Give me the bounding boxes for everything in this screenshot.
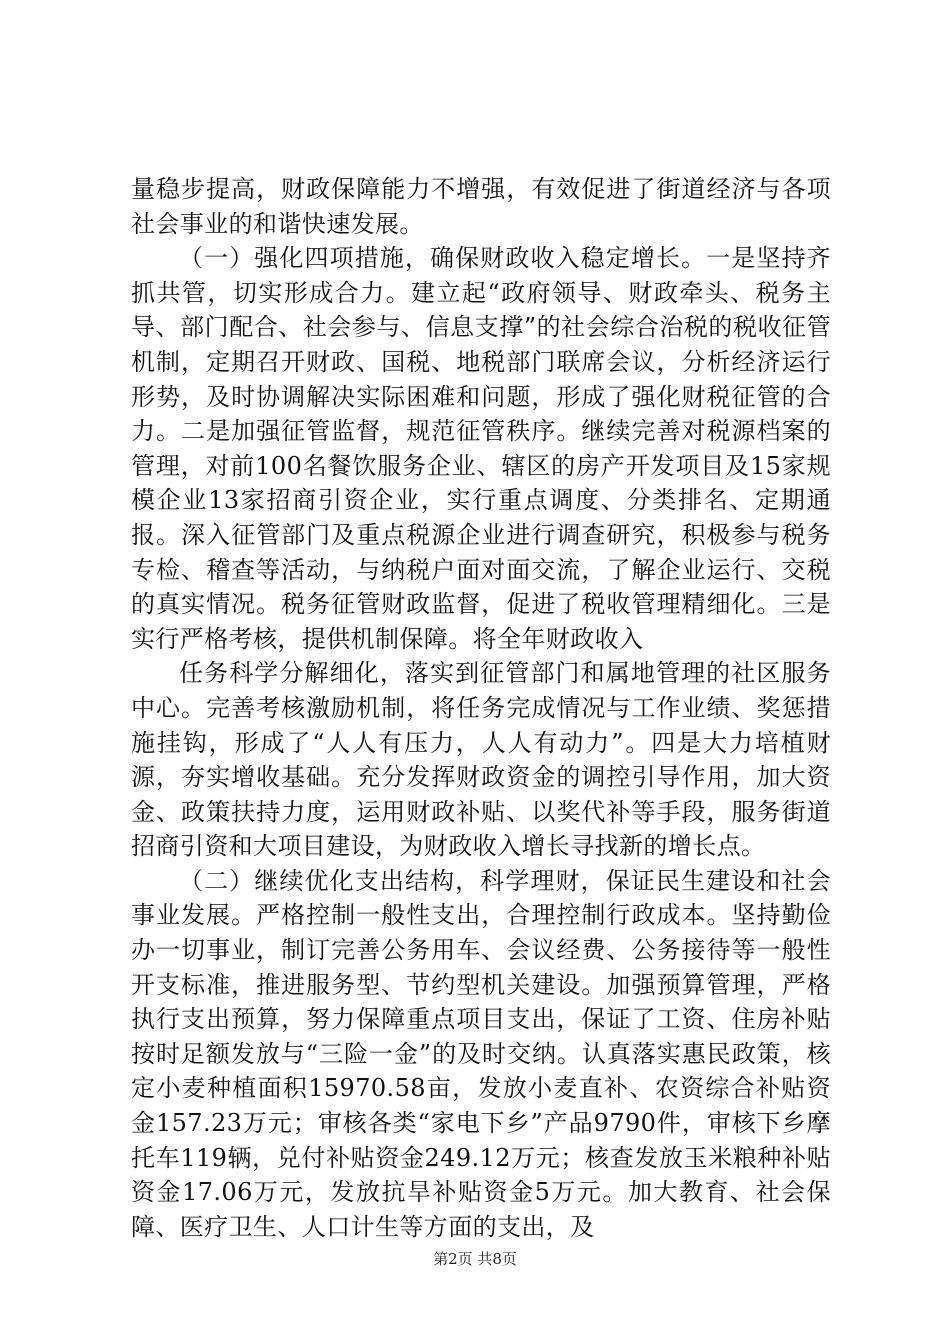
- paragraph-4: （二）继续优化支出结构，科学理财，保证民生建设和社会事业发展。严格控制一般性支出，合理控制行政成本。坚持勤俭办一切事业，制订完善公务用车、会议经费、公务接待等一般性开支标准，推进服务型、节约型机关建设。加强预算管理，严格执行支出预算，努力保障重点项目支出，保证了工资、住房补贴按时足额发放与“三险一金”的及时交纳。认真落实惠民政策，核定小麦种植面积15970.58亩，发放小麦直补、农资综合补贴资金157.23万元；审核各类“家电下乡”产品9790件，审核下乡摩托车119辆，兑付补贴资金249.12万元；核查发放玉米粮种补贴资金17.06万元，发放抗旱补贴资金5万元。加大教育、社会保障、医疗卫生、人口计生等方面的支出，及: [131, 866, 831, 1241]
- paragraph-2: （一）强化四项措施，确保财政收入稳定增长。一是坚持齐抓共管，切实形成合力。建立起“政府领导、财政牵头、税务主导、部门配合、社会参与、信息支撑”的社会综合治税的税收征管机制，定期召开财政、国税、地税部门联席会议，分析经济运行形势，及时协调解决实际困难和问题，形成了强化财税征管的合力。二是加强征管监督，规范征管秩序。继续完善对税源档案的管理，对前100名餐饮服务企业、辖区的房产开发项目及15家规模企业13家招商引资企业，实行重点调度、分类排名、定期通报。深入征管部门及重点税源企业进行调查研究，积极参与税务专检、稽查等活动，与纳税户面对面交流，了解企业运行、交税的真实情况。税务征管财政监督，促进了税收管理精细化。三是实行严格考核，提供机制保障。将全年财政收入: [131, 244, 831, 653]
- document-body: [131, 172, 831, 1244]
- page-number-footer: 第2页 共8页: [433, 1250, 517, 1268]
- paragraph-3: 任务科学分解细化，落实到征管部门和属地管理的社区服务中心。完善考核激励机制，将任务完成情况与工作业绩、奖惩措施挂钩，形成了“人人有压力，人人有动力”。四是大力培植财源，夯实增收基础。充分发挥财政资金的调控引导作用，加大资金、政策扶持力度，运用财政补贴、以奖代补等手段，服务街道招商引资和大项目建设，为财政收入增长寻找新的增长点。: [131, 659, 831, 861]
- paragraph-1: 量稳步提高，财政保障能力不增强，有效促进了街道经济与各项社会事业的和谐快速发展。: [131, 175, 831, 238]
